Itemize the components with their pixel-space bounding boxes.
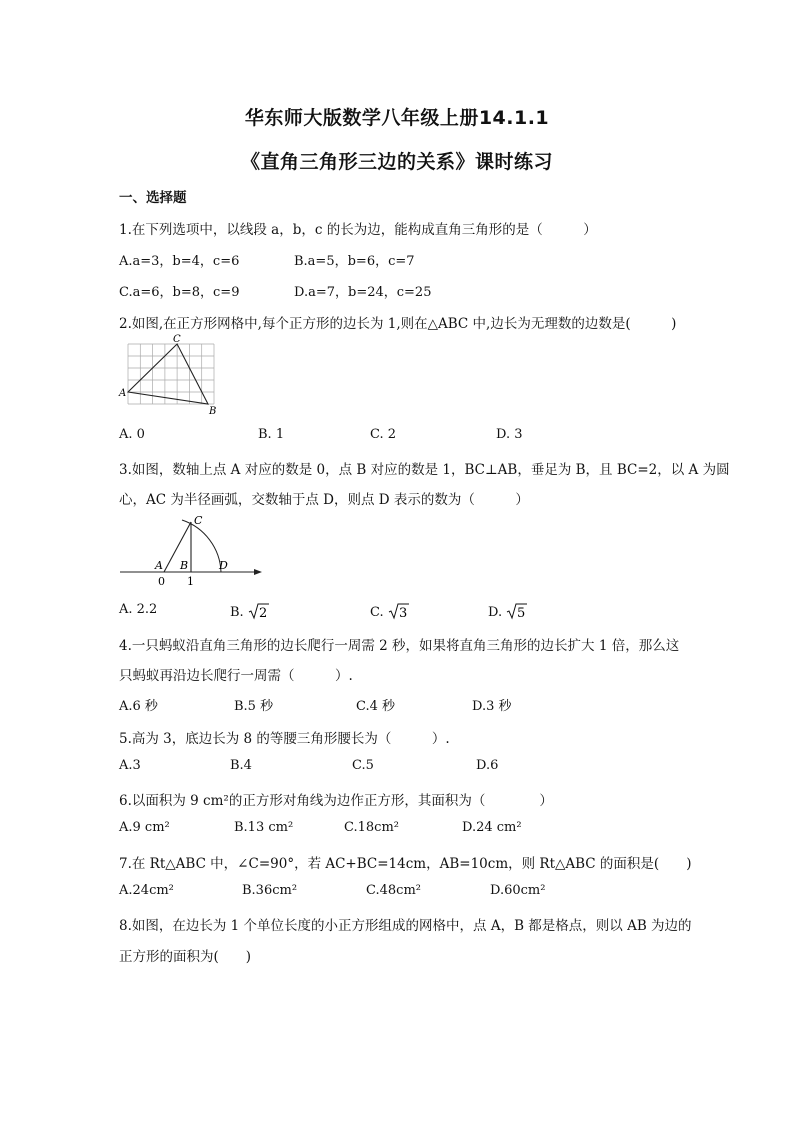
option-letter: C.	[370, 605, 388, 620]
label-b: B	[209, 406, 217, 416]
question-6-option-d: D.24 cm²	[462, 820, 522, 835]
option-letter: D.	[488, 605, 507, 620]
question-6-option-c: C.18cm²	[344, 820, 399, 835]
axis-arrow	[254, 569, 262, 575]
label-a: A	[119, 388, 127, 399]
radicand: 5	[517, 606, 526, 620]
grid-lines	[128, 344, 214, 404]
question-3-stem-line1: 3.如图，数轴上点 A 对应的数是 0，点 B 对应的数是 1，BC⊥AB，垂足为 B，且 BC=2，以 A 为圆	[119, 462, 730, 478]
question-3-stem-line2: 心，AC 为半径画弧，交数轴于点 D，则点 D 表示的数为（ ）	[119, 492, 529, 508]
question-3-option-a: A. 2.2	[119, 602, 158, 617]
question-1-option-a: A.a=3，b=4，c=6	[119, 254, 240, 269]
option-letter: B.	[230, 605, 248, 620]
question-3-option-b	[230, 602, 270, 620]
question-5-stem: 5.高为 3，底边长为 8 的等腰三角形腰长为（ ）.	[119, 731, 450, 747]
label-b: B	[180, 559, 189, 572]
question-7-option-d: D.60cm²	[490, 883, 546, 898]
question-7-option-c: C.48cm²	[366, 883, 421, 898]
question-3-option-c	[370, 602, 410, 620]
label-c: C	[173, 334, 181, 345]
sqrt-symbol	[506, 602, 528, 620]
question-8-stem-line1: 8.如图，在边长为 1 个单位长度的小正方形组成的网格中，点 A，B 都是格点，则以 AB 为边的	[119, 918, 692, 934]
question-6-option-a: A.9 cm²	[119, 820, 170, 835]
label-d: D	[219, 559, 228, 572]
question-2-option-b: B. 1	[258, 427, 285, 442]
label-a: A	[155, 559, 163, 572]
question-3-option-d	[488, 602, 528, 620]
question-6-option-b: B.13 cm²	[234, 820, 294, 835]
section-heading: 一、选择题	[119, 190, 187, 206]
question-2-option-a: A. 0	[119, 427, 145, 442]
question-4-option-c: C.4 秒	[356, 699, 396, 714]
question-5-option-d: D.6	[476, 758, 499, 773]
question-1-option-d: D.a=7，b=24，c=25	[294, 285, 432, 300]
question-1-stem: 1.在下列选项中，以线段 a，b，c 的长为边，能构成直角三角形的是（ ）	[119, 222, 597, 238]
radicand: 2	[258, 606, 268, 620]
question-1-option-c: C.a=6，b=8，c=9	[119, 285, 240, 300]
document-title-line2: 《直角三角形三边的关系》课时练习	[240, 151, 553, 173]
tick-label-zero: 0	[158, 575, 165, 588]
question-5-option-b: B.4	[230, 758, 252, 773]
label-c: C	[194, 514, 203, 527]
sqrt-symbol	[248, 602, 270, 620]
question-2-grid-figure	[118, 332, 222, 416]
question-3-number-line-figure	[118, 510, 268, 590]
question-4-stem-line1: 4.一只蚂蚁沿直角三角形的边长爬行一周需 2 秒，如果将直角三角形的边长扩大 1 倍，那么这	[119, 638, 680, 654]
question-2-option-c: C. 2	[370, 427, 397, 442]
question-7-option-b: B.36cm²	[242, 883, 298, 898]
radicand: 3	[398, 606, 408, 620]
question-4-stem-line2: 只蚂蚁再沿边长爬行一周需（ ）.	[119, 668, 353, 684]
question-6-stem: 6.以面积为 9 cm²的正方形对角线为边作正方形，其面积为（ ）	[119, 793, 553, 809]
question-7-option-a: A.24cm²	[119, 883, 174, 898]
question-4-option-b: B.5 秒	[234, 699, 274, 714]
document-title-line1: 华东师大版数学八年级上册14.1.1	[244, 107, 550, 129]
question-8-stem-line2: 正方形的面积为( )	[119, 949, 252, 965]
sqrt-symbol	[388, 602, 410, 620]
question-4-option-a: A.6 秒	[119, 699, 158, 714]
question-5-option-a: A.3	[119, 758, 141, 773]
tick-label-one: 1	[187, 575, 194, 588]
question-2-option-d: D. 3	[496, 427, 523, 442]
question-2-stem: 2.如图,在正方形网格中,每个正方形的边长为 1,则在△ABC 中,边长为无理数的边数是( )	[119, 316, 677, 332]
question-7-stem: 7.在 Rt△ABC 中，∠C=90°，若 AC+BC=14cm，AB=10cm，则 Rt△ABC 的面积是( )	[119, 856, 692, 872]
question-5-option-c: C.5	[352, 758, 374, 773]
question-1-option-b: B.a=5，b=6，c=7	[294, 254, 415, 269]
question-4-option-d: D.3 秒	[472, 699, 512, 714]
